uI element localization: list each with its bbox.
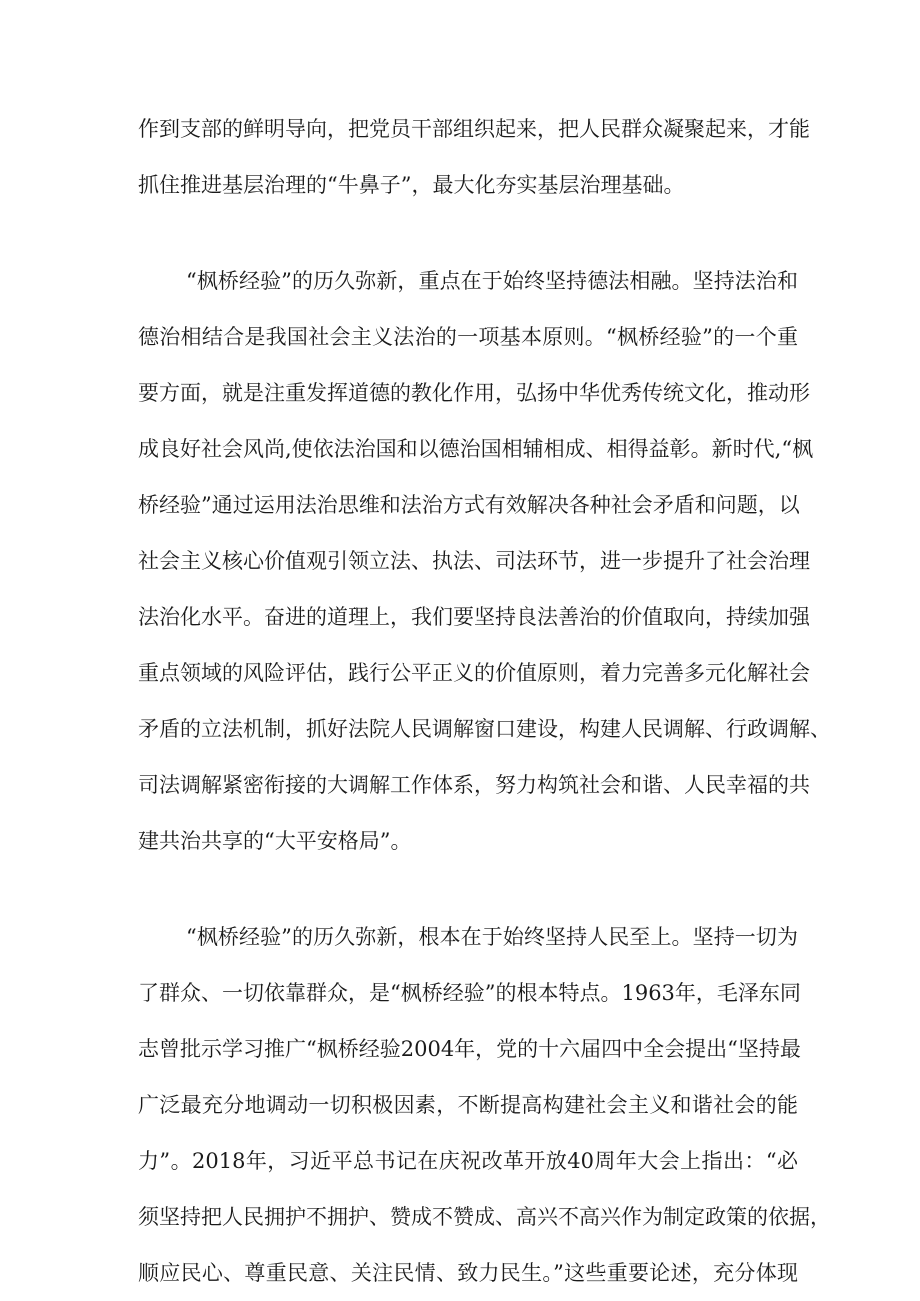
paragraph-2-line-8: 重点领域的风险评估，践行公平正义的价值原则，着力完善多元化解社会 (138, 661, 810, 685)
paragraph-2-line-10: 司法调解紧密衔接的大调解工作体系，努力构筑社会和谐、人民幸福的共 (138, 773, 810, 797)
paragraph-1-line-2: 抓住推进基层治理的“牛鼻子”，最大化夯实基层治理基础。 (138, 173, 685, 197)
paragraph-2-line-3: 要方面，就是注重发挥道德的教化作用，弘扬中华优秀传统文化，推动形 (138, 381, 810, 405)
paragraph-3-line-4: 广泛最充分地调动一切积极因素，不断提高构建社会主义和谐社会的能 (138, 1093, 798, 1117)
paragraph-3-line-7: 顺应民心、尊重民意、关注民情、致力民生。”这些重要论述，充分体现 (138, 1261, 798, 1285)
paragraph-3-line-5: 力”。2018年，习近平总书记在庆祝改革开放40周年大会上指出：“必 (138, 1149, 798, 1173)
paragraph-2-line-9: 矛盾的立法机制，抓好法院人民调解窗口建设，构建人民调解、行政调解、 (138, 717, 831, 741)
paragraph-2-line-2: 德治相结合是我国社会主义法治的一项基本原则。“枫桥经验”的一个重 (138, 325, 798, 349)
paragraph-1-line-1: 作到支部的鲜明导向，把党员干部组织起来，把人民群众凝聚起来，才能 (138, 117, 810, 141)
paragraph-2-line-11: 建共治共享的“大平安格局”。 (138, 829, 412, 853)
paragraph-3-line-2: 了群众、一切依靠群众，是“枫桥经验”的根本特点。1963年，毛泽东同 (138, 981, 801, 1005)
paragraph-2-line-7: 法治化水平。奋进的道理上，我们要坚持良法善治的价值取向，持续加强 (138, 605, 810, 629)
paragraph-2-line-5: 桥经验”通过运用法治思维和法治方式有效解决各种社会矛盾和问题，以 (138, 493, 800, 517)
paragraph-3-line-3: 志曾批示学习推广“枫桥经验2004年，党的十六届四中全会提出“坚持最 (138, 1037, 801, 1061)
paragraph-2-line-1: “枫桥经验”的历久弥新，重点在于始终坚持德法相融。坚持法治和 (186, 269, 798, 293)
paragraph-3-line-1: “枫桥经验”的历久弥新，根本在于始终坚持人民至上。坚持一切为 (186, 925, 798, 949)
paragraph-2-line-6: 社会主义核心价值观引领立法、执法、司法环节，进一步提升了社会治理 (138, 549, 810, 573)
paragraph-3-line-6: 须坚持把人民拥护不拥护、赞成不赞成、高兴不高兴作为制定政策的依据， (138, 1205, 831, 1229)
paragraph-2-line-4: 成良好社会风尚,使依法治国和以德治国相辅相成、相得益彰。新时代,“枫 (138, 437, 814, 461)
